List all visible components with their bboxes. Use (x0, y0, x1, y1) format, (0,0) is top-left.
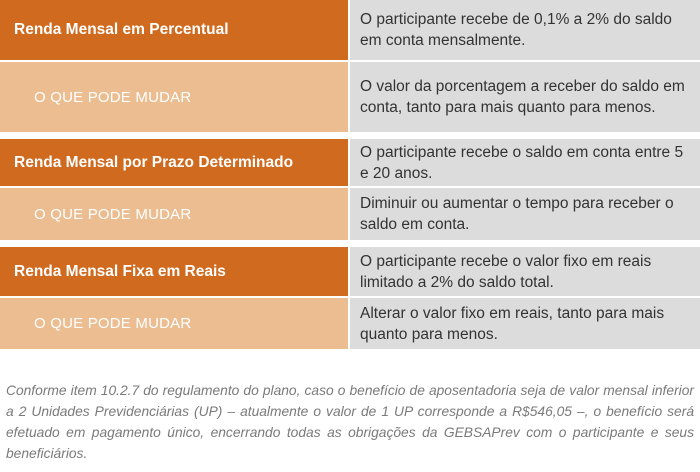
option-title: Renda Mensal Fixa em Reais (0, 247, 348, 296)
option-change-description: O valor da porcentagem a receber do saldo em conta, tanto para mais quanto para menos. (350, 62, 700, 132)
option-change-description: Alterar o valor fixo em reais, tanto para mais quanto para menos. (350, 298, 700, 349)
option-description: O participante recebe o valor fixo em reais limitado a 2% do saldo total. (350, 247, 700, 296)
option-change-label: O QUE PODE MUDAR (0, 188, 348, 240)
option-group-fixa (0, 247, 700, 349)
option-header-row (0, 247, 700, 296)
option-group-percentual (0, 0, 700, 132)
option-change-row (0, 62, 700, 132)
option-change-description: Diminuir ou aumentar o tempo para receber o saldo em conta. (350, 188, 700, 240)
option-description: O participante recebe o saldo em conta entre 5 e 20 anos. (350, 139, 700, 186)
option-title: Renda Mensal em Percentual (0, 0, 348, 60)
option-title: Renda Mensal por Prazo Determinado (0, 139, 348, 186)
footnote: Conforme item 10.2.7 do regulamento do plano, caso o benefício de aposentadoria seja de valor mensal inferior a 2 Unidades Previdenciárias (UP) – atualmente o valor de 1 UP corresponde a R$546,05 –, o benefício será efetuado em pagamento único, encerrando todas as obrigações da GEBSAPrev com o participante e seus beneficiários. (6, 383, 694, 461)
option-change-row (0, 188, 700, 240)
option-change-label: O QUE PODE MUDAR (0, 62, 348, 132)
option-group-prazo (0, 139, 700, 240)
option-header-row (0, 139, 700, 186)
option-change-label: O QUE PODE MUDAR (0, 298, 348, 349)
option-change-row (0, 298, 700, 349)
option-header-row (0, 0, 700, 60)
option-description: O participante recebe de 0,1% a 2% do saldo em conta mensalmente. (350, 0, 700, 60)
